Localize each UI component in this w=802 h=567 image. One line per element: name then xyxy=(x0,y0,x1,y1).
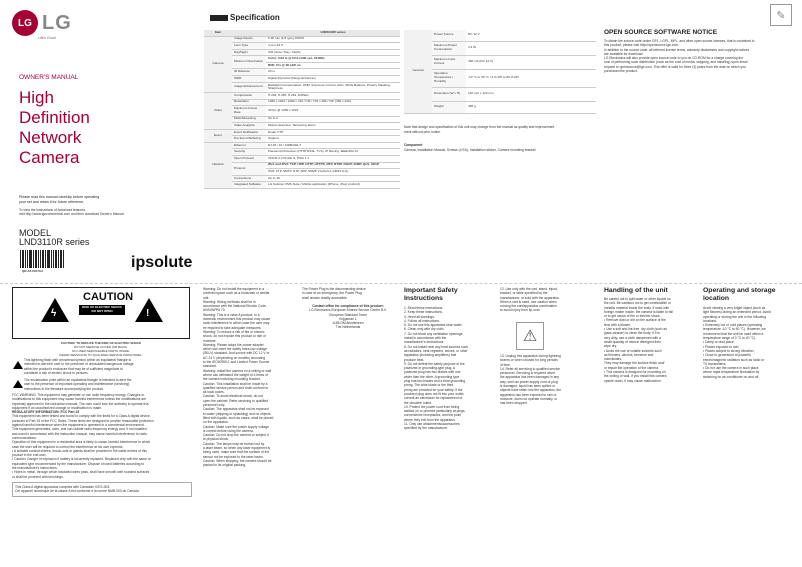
table-row: Event Event Notification Email, FTP xyxy=(204,129,400,136)
table-row: Video Analytics Motion detection, Tampering alarm xyxy=(204,123,400,130)
model-name: LND3110R series xyxy=(19,237,90,247)
spec-table xyxy=(204,30,400,189)
read-notice-2: your set and retain it for future reference. xyxy=(19,200,85,204)
operating-title: Operating and storage location xyxy=(703,287,776,302)
table-row: Dimension (W x H) 140 mm x 122 mm xyxy=(404,87,596,101)
table-row: Camera Image Device 6.28 mm (1/3 type) CMOS xyxy=(204,36,400,43)
table-row: Open Protocol ONVIF 2.2 Profile S, PSIA 1.1 xyxy=(204,156,400,163)
owners-manual-label: OWNER'S MANUAL xyxy=(19,74,79,81)
handling-title: Handling of the unit xyxy=(604,287,668,294)
table-row: Video Compression H.264, H.265, H.264, MJPEG xyxy=(204,93,400,100)
fcc-section: FCC WARNING: This equipment may generate or use radio frequency energy. Changes or modifications to this equipment may cause harmful interference unless the modifications are expressly approved in the instruction manual. The user could lose the authority to operate this equipment if an unauthorized change or modification is made. REGULATORY INFORMATION: FCC Part 15 This equipment has been tested and found to comply with the limits for a Class A digital device, pursuant to Part 15 of the FCC Rules. These limits are designed to provide reasonable protection against harmful interference when the equipment is operated in a commercial environment. This equipment generates, uses, and can radiate radio frequency energy and, if not installed and used in accordance with the instruction manual, may cause harmful interference to radio communications. Operation of this equipment in a residential area is likely to cause harmful interference in which case the user will be required to correct the interference at his own expense. • A suitable conduit entries, knock-outs or glands shall be provided in the cable entries of this product in the end user. • Caution: Danger of explosion if battery is incorrectly replaced. Replaced only with the same or equivalent type recommended by the manufacturer. Dispose of used batteries according to the manufacturer's instructions. • Holes in metal, through which insulated wires pass, shall have smooth well rounded surfaces or shall be provided with brushings. xyxy=(12,393,154,479)
title-line: Network xyxy=(19,128,82,147)
table-row: Resolution 1280 x 1024 / 1280 x 720 / CIF / 704 x 480 / CIF (352 x 240) xyxy=(204,99,400,106)
table-row: WDR Digital (Dynamic Range Enhancer) xyxy=(204,76,400,83)
cart-tipover-icon: ⚠ xyxy=(516,322,544,350)
table-row: Weight 466 g xyxy=(404,101,596,113)
table-row: Day/Night ICR (Auto / Day / Night) xyxy=(204,49,400,56)
caution-title: CAUTION xyxy=(83,291,134,303)
table-row: Operation Temperature / Humidity -10 °C to 50 °C / 0 % RH to 80 % RH xyxy=(404,69,596,87)
spec-group: General xyxy=(404,30,432,113)
oss-body: To obtain the source code under GPL, LGPL, MPL, and other open source licenses, that is contained in this product, please visit http://opensource.lge.com. In addition to the source code, all referred license terms, warranty disclaimers and copyright notices are available for download. LG Electronics will also provide open source code to you on CD-ROM for a charge covering the cost of performing such distribution (such as the cost of media, shipping, and handling) upon email request to opensource@lge.com. This offer is valid for three (3) years from the date on which you purchased the product. xyxy=(604,39,755,74)
table-row: Image Enhancement Backlight Compensation, DNR, Exposure Control, AGC, White Balance, Privacy Masking, Sharpness xyxy=(204,82,400,92)
shock-label: RISK OF ELECTRIC SHOCK DO NOT OPEN xyxy=(79,305,125,315)
table-row: Minimum Illumination Color: 0.03 lx @ F2.0 (1/30 sec, 50 IRE) xyxy=(204,56,400,63)
table-row: B/W: 0 lx @ IR LED on xyxy=(204,62,400,69)
power-plug-note: The Power Plug is the disconnecting device in case of an emergency, the Power Plug shall remain readily accessible. xyxy=(302,287,366,300)
exclamation-small-icon xyxy=(13,380,23,388)
advanced-notice-2: visit http://www.lgecommercial.com and then download Owner's Manual. xyxy=(19,212,125,216)
table-row: Network Ethernet RJ-45 / 10 / 100BASE-T xyxy=(204,142,400,149)
spec-title-bar xyxy=(210,15,228,21)
barcode xyxy=(20,250,64,268)
spec-title: Specification xyxy=(230,13,280,22)
caution-text: CAUTION: TO REDUCE THE RISK OF ELECTRIC SHOCK DO NOT REMOVE COVER (OR BACK). NO USER-SERVICEABLE PARTS INSIDE. REFER SERVICING TO QUALIFIED SERVICE PERSONNEL. xyxy=(59,341,143,357)
table-row: General Power Source DC 12 V xyxy=(404,30,596,41)
table-row: Security Password Protection (HTTPS/SSL, TLS), IP filtering, IEEE 802.1X xyxy=(204,149,400,156)
safety-list-2: 12. Use only with the cart, stand, tripod, bracket, or table specified by the manufacturer, or sold with the apparatus. When a cart is used, use caution when moving the cart/apparatus combination to avoid injury from tip-over. xyxy=(500,287,560,313)
table-row: Multi-Streaming Up to 2 xyxy=(204,116,400,123)
safety-list-3: 13. Unplug this apparatus during lightning storms or when unused for long periods of time. 14. Refer all servicing to qualified service personnel. Servicing is required when the apparatus has been damaged in any way, such as power-supply cord or plug is damaged, liquid has been spilled or objects have fallen into the apparatus, the apparatus has been exposed to rain or moisture, does not operate normally, or has been dropped. xyxy=(500,354,562,406)
exclamation-explanation: The exclamation point within an equilateral triangle is intended to alert the user to the presence of important operating and maintenance (servicing) instructions in the literature accompanying the product. xyxy=(24,378,132,391)
canada-notice: This Class A digital apparatus complies with Canadian ICES-003. Cet appareil numérique de la classe A est conforme à la norme NMB-003 du Canada. xyxy=(12,482,192,497)
title-line: Camera xyxy=(19,148,80,167)
lg-logo-icon: LG xyxy=(12,10,38,36)
table-row: Maximum Power Consumption 3.4 W xyxy=(404,41,596,55)
title-line: High xyxy=(19,88,54,107)
pen-icon: ✎ xyxy=(770,4,792,26)
lg-logo xyxy=(12,10,72,36)
oss-title: OPEN SOURCE SOFTWARE NOTICE xyxy=(604,29,718,36)
safety-title: Important Safety Instructions xyxy=(404,287,458,302)
table-row: Connections Up to 10 xyxy=(204,175,400,182)
lightning-small-icon xyxy=(13,361,23,369)
general-spec-table xyxy=(404,30,596,114)
tagline: Life's Good xyxy=(38,36,56,40)
lightning-explanation: This lightning flash with arrowhead symbol within an equilateral triangle is intended to alert the user to the presence of uninsulated dangerous voltage within the product's enclosure that may be of sufficient magnitude to constitute a risk of electric shock to persons. xyxy=(24,358,134,375)
title-line: Definition xyxy=(19,108,90,127)
contact-office: Contact office for compliance of this product: LG Electronics European Shared Service Center B.V. European Standard Team Krijgsman 1 1186 DM Amstelveen The Netherlands xyxy=(309,304,387,330)
spec-group: Event xyxy=(204,129,232,142)
handling-body: Be careful not to spill water or other liquids on the unit. Be cautious not to get combustible or metallic material inside the body. If used with foreign matter inside, the camera is liable to fail or to get cause of fire or electric shock. • Remove dust or dirt on the surface of the lens with a blower. • Use a soft and lint-free, dry cloth (such as glass cleaner) to clean the body. If it is very dirty, use a cloth dampened with a small quantity of neutral detergent then wipe dry. • Avoid the use of volatile solvents such as thinners, alcohol, benzene and insecticides. They may damage the surface finish and/ or impair the operation of the camera. • This camera is designed for mounting on the ceiling or wall. If you install this camera upside down, it may cause malfunction. xyxy=(604,297,673,383)
spec-group: Video xyxy=(204,93,232,130)
cover-title xyxy=(19,88,90,168)
advanced-notice: To view the instructions of Advanced features, xyxy=(19,208,86,212)
table-row: Pre Event Buffering Support xyxy=(204,136,400,143)
table-row: IPv6: FTP, SMTP, NTP, ARP, SNMP v1/v2c/v3, DDNS (LG) xyxy=(204,169,400,176)
barcode-text: QR-A5-06171H xyxy=(22,269,43,273)
component-heading: Component xyxy=(404,143,423,147)
table-row: Integrated Software LG Solution VMS Suite / Mobile application (iPhone, iPad, Android) xyxy=(204,182,400,189)
warnings-column: Warning: Do not install the equipment in a confined space such as a bookcase or similar unit. Warning: Wiring methods shall be in accordance with the National Electric Code, ANSI/NFPA 70. Warning: This is a class A product. In a domestic environment this product may cause radio interference in which case the user may be required to take adequate measures. Warning: To reduce a risk of fire or electric shock, do not expose this product to rain or moisture. Warning: Please adopt the power adapter which can meet the safety extra-low voltage (SELV) standard. And source with DC 12 V or AC 24 V (depending on models) according to the IEC60950-1 and Limited Power Source standard. Warning: Install the camera on a ceiling or wall where can withstand the weight of 4 times of the camera including mounting bracket. Caution: This installation shall be made by a qualified service person and shall conform to all local codes. Caution: To avoid electrical shock, do not open the cabinet. Refer servicing to qualified personnel only. Caution: The apparatus shall not be exposed to water (dripping or splashing) and no objects filled with liquids, such as vases, shall be placed on the apparatus. Caution: Make sure the power supply voltage is correct before using the camera. Caution: Do not drop the camera or subject it to physical shock. Caution: The lamps may be burned out by a laser beam, so when any laser equipment is being used, make sure that the surface of the sensor not be exposed to the laser beam. Caution: When shipping, the camera should be packed in its original packing. xyxy=(203,287,274,468)
ipsolute-logo: ipsolute xyxy=(131,254,193,271)
component-list: Camera, Installation Manual, Screws (4 EA), Installation sticker, Camera mounting bracket xyxy=(404,148,536,152)
brand-name: LG xyxy=(42,11,72,34)
spec-group: Camera xyxy=(204,36,232,92)
spec-header-cell: Item xyxy=(204,30,232,36)
table-row: Lens Type 4 mm F2.0 xyxy=(204,43,400,50)
operating-body: Avoid viewing a very bright object (such as light fixtures) during an extended period. Avoid operating or storing the unit in the following locations. • Extremely hot or cold places (operating temperature -10 °C to 50 °C). However, we recommend that the unit be used within a temperature range of 0 °C to 40 °C). • Damp or dust place. • Places exposed to rain. • Places subject to strong vibration. • Close to generators of powerful electromagnetic radiation such as radio or TV transmitters. • Do not use the camera in such place where rapid temperature fluctuation by switching on air conditioner on and off. xyxy=(703,306,771,379)
model-label: MODEL xyxy=(19,228,52,238)
table-row: IR Distance 20 m xyxy=(204,69,400,76)
table-row: Protocol IPv4 and IPv6: TCP, UDP, HTTP, HTTPS, RTP, RTSP, DHCP, IGMP, QoS, UPnP xyxy=(204,162,400,169)
read-notice: Please read this manual carefully before operating xyxy=(19,195,100,199)
spec-note: Note that design and specification of this unit may change from the manual as quality and improvement xyxy=(404,125,555,129)
table-row: Maximum Input Current 450 mA (DC 12 V) xyxy=(404,55,596,69)
table-row: Maximum Frame Rate 30 fps @ 1280 x 1024 xyxy=(204,106,400,116)
lightning-bolt-glyph: ϟ xyxy=(51,308,57,319)
spec-header-cell: LND3110R series xyxy=(266,30,400,36)
safety-list: 1. Read these instructions. 2. Keep these instructions. 3. Heed all warnings. 4. Follow all instructions. 5. Do not use this apparatus near water. 6. Clean only with dry cloth. 7. Do not block any ventilation openings. Install in accordance with the manufacturer's instructions. 8. Do not install near any heat sources such as radiators, heat registers, stoves, or other apparatus (including amplifiers) that produce heat. 9. Do not defeat the safety purpose of the polarized or grounding-type plug. A polarized plug has two blades with one wider than the other. A grounding type plug has two blades and a third grounding prong. The wide blade or the third prong are provided for your safety. If the provided plug does not fit into your outlet, consult an electrician for replacement of the obsolete outlet. 10. Protect the power cord from being walked on or pinched particularly at plugs, convenience receptacles, and the point where they exit from the apparatus. 11. Only use attachments/accessories specified by the manufacturer. xyxy=(404,306,469,431)
exclamation-glyph: ! xyxy=(146,308,150,319)
fold-line xyxy=(0,283,802,284)
spec-note-2: ment without prior notice. xyxy=(404,130,441,134)
caution-box xyxy=(12,287,190,339)
spec-group: Network xyxy=(204,142,232,188)
